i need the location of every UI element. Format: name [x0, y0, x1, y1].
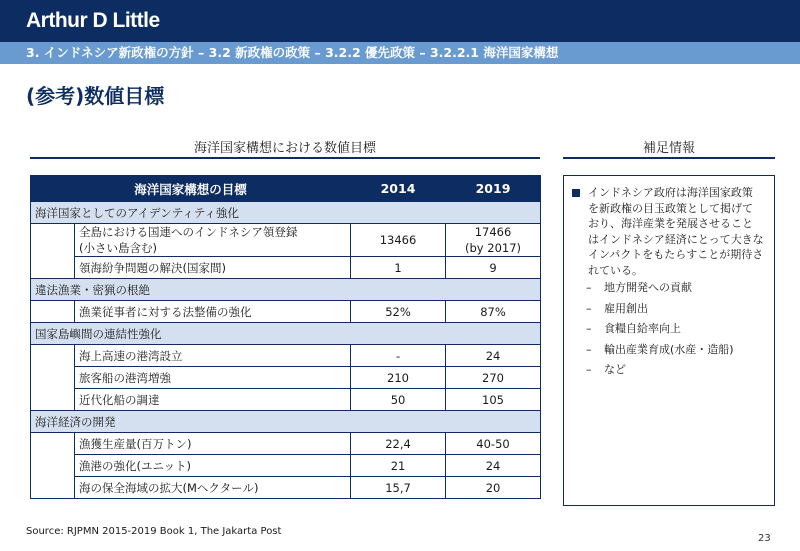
value-2019: 24: [446, 455, 541, 477]
indent-cell: [31, 433, 75, 499]
value-2019: [446, 224, 541, 257]
table-row: [31, 257, 541, 279]
supplement-section-divider: [563, 157, 775, 159]
value-2014: 1: [351, 257, 446, 279]
value-2014: 50: [351, 389, 446, 411]
value-2019: 270: [446, 367, 541, 389]
value-2019: 24: [446, 345, 541, 367]
header-2014: 2014: [351, 176, 446, 202]
dash-bullet: –: [586, 342, 592, 356]
category-label: 海洋国家としてのアイデンティティ強化: [31, 202, 541, 224]
table-row: [31, 455, 541, 477]
indent-cell: [31, 301, 75, 323]
list-item: [586, 319, 766, 340]
item-cell: 近代化船の調達: [75, 389, 351, 411]
targets-table: [30, 175, 541, 499]
targets-section-divider: [30, 157, 540, 159]
item-text: 全島における国連へのインドネシア領登録: [79, 225, 298, 239]
item-cell: 漁獲生産量(百万トン): [75, 433, 351, 455]
list-item: [586, 299, 766, 320]
value-text: 17466: [474, 225, 512, 239]
supplement-text-line: おり、海洋産業を発展させること: [588, 217, 753, 230]
supplement-section-heading: 補足情報: [642, 141, 695, 156]
targets-section-heading: 海洋国家構想における数値目標: [193, 141, 376, 156]
supplement-text-line: インパクトをもたらすことが期待さ: [588, 248, 764, 261]
dash-bullet: –: [586, 281, 592, 294]
list-item: [586, 360, 766, 381]
value-2019: 105: [446, 389, 541, 411]
value-2019: 20: [446, 477, 541, 499]
list-item: [586, 340, 766, 361]
page-number: 23: [758, 533, 771, 544]
dash-bullet: –: [586, 301, 592, 315]
table-row: [31, 224, 541, 257]
supplement-text-line: はインドネシア経済にとって大きな: [588, 232, 764, 246]
page-title: (参考)数値目標: [26, 84, 165, 108]
list-item-text: 雇用創出: [604, 301, 648, 315]
item-subtext: (小さい島含む): [79, 241, 157, 255]
value-2014: 52%: [351, 301, 446, 323]
value-note: (by 2017): [465, 241, 522, 255]
table-row: [31, 367, 541, 389]
supplement-sub-list: [586, 278, 766, 381]
value-2014: 13466: [351, 224, 446, 257]
table-row: [31, 433, 541, 455]
category-label: 国家島嶼間の連結性強化: [31, 323, 541, 345]
source-note: Source: RJPMN 2015-2019 Book 1, The Jakarta Post: [26, 526, 282, 537]
header-goal: 海洋国家構想の目標: [31, 176, 351, 202]
value-2014: 21: [351, 455, 446, 477]
dash-bullet: –: [586, 363, 592, 376]
supplement-text-line: れている。: [588, 263, 643, 277]
dash-bullet: –: [586, 322, 592, 335]
table-row: [31, 477, 541, 499]
square-bullet-icon: [572, 189, 580, 197]
category-row: [31, 323, 541, 345]
item-cell: 旅客船の港湾増強: [75, 367, 351, 389]
value-2014: -: [351, 345, 446, 367]
item-cell: 漁港の強化(ユニット): [75, 455, 351, 477]
category-row: [31, 202, 541, 224]
list-item-text: 輸出産業育成(水産・造船): [604, 342, 734, 356]
header-bar: [0, 0, 800, 42]
list-item: [586, 278, 766, 299]
item-cell: 領海紛争問題の解決(国家間): [75, 257, 351, 279]
table-row: [31, 301, 541, 323]
supplement-main-bullet: [572, 185, 768, 278]
value-2014: 22,4: [351, 433, 446, 455]
value-2014: 15,7: [351, 477, 446, 499]
supplement-text-line: インドネシア政府は海洋国家政策: [588, 186, 753, 199]
supplement-box: [563, 175, 775, 506]
value-2019: 87%: [446, 301, 541, 323]
item-cell: 海上高速の港湾設立: [75, 345, 351, 367]
category-row: [31, 279, 541, 301]
indent-cell: [31, 345, 75, 411]
breadcrumb: 3. インドネシア新政権の方針 – 3.2 新政権の政策 – 3.2.2 優先政策 – 3.2.2.1 海洋国家構想: [0, 42, 800, 64]
item-cell: [75, 224, 351, 257]
item-cell: 海の保全海域の拡大(Mヘクタール): [75, 477, 351, 499]
list-item-text: 地方開発への貢献: [604, 281, 692, 294]
company-logo: Arthur D Little: [26, 9, 160, 32]
value-2014: 210: [351, 367, 446, 389]
category-label: 海洋経済の開発: [31, 411, 541, 433]
header-2019: 2019: [446, 176, 541, 202]
table-row: [31, 345, 541, 367]
table-row: [31, 389, 541, 411]
category-row: [31, 411, 541, 433]
list-item-text: 食糧自給率向上: [604, 322, 681, 335]
value-2019: 9: [446, 257, 541, 279]
value-2019: 40-50: [446, 433, 541, 455]
list-item-text: など: [604, 363, 626, 376]
item-cell: 漁業従事者に対する法整備の強化: [75, 301, 351, 323]
supplement-text-line: を新政権の目玉政策として掲げて: [588, 201, 753, 215]
indent-cell: [31, 224, 75, 279]
table-header-row: [31, 176, 541, 202]
category-label: 違法漁業・密猟の根絶: [31, 279, 541, 301]
